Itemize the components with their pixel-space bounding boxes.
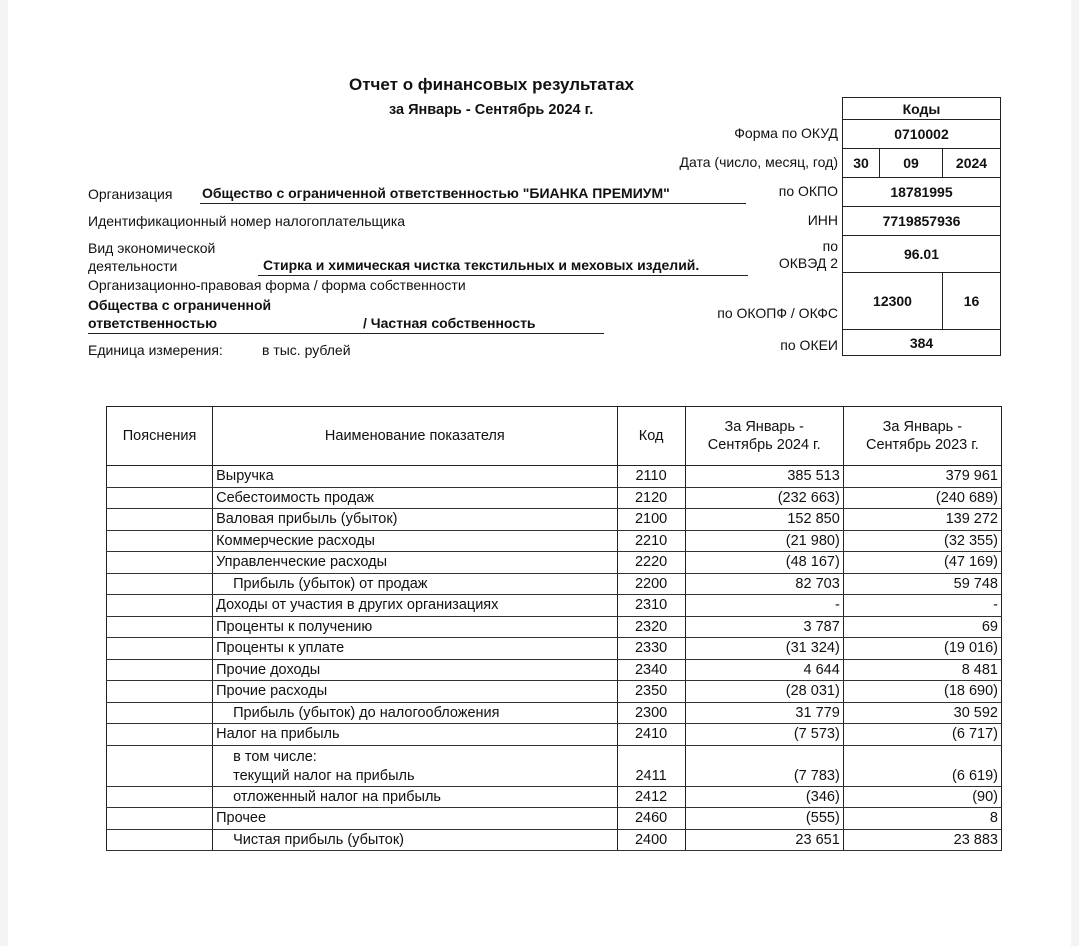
table-row <box>107 595 1002 617</box>
col-name: Наименование показателя <box>213 407 617 466</box>
table-row <box>107 702 1002 724</box>
row-subheading: в том числе: <box>233 748 317 765</box>
row-current: 82 703 <box>685 573 843 595</box>
row-name: Прочие расходы <box>213 681 617 703</box>
date-year: 2024 <box>943 149 1001 178</box>
col-current-line-2: Сентябрь 2024 г. <box>707 437 821 453</box>
activity-underline <box>258 275 748 276</box>
report-title: Отчет о финансовых результатах <box>349 75 634 94</box>
col-notes: Пояснения <box>107 407 213 466</box>
table-row <box>107 466 1002 488</box>
date-label: Дата (число, месяц, год) <box>679 154 838 170</box>
row-current: (7 783) <box>685 745 843 786</box>
row-previous: (18 690) <box>843 681 1001 703</box>
row-current: 4 644 <box>685 659 843 681</box>
row-code: 2340 <box>617 659 685 681</box>
okei-label: по ОКЕИ <box>780 337 838 353</box>
row-code: 2410 <box>617 724 685 746</box>
row-previous: 59 748 <box>843 573 1001 595</box>
table-row <box>107 808 1002 830</box>
activity-label-2: деятельности <box>88 258 178 274</box>
table-row <box>107 616 1002 638</box>
unit-label: Единица измерения: <box>88 342 223 358</box>
row-current: - <box>685 595 843 617</box>
row-current: (28 031) <box>685 681 843 703</box>
row-name: Проценты к получению <box>213 616 617 638</box>
date-day: 30 <box>843 149 880 178</box>
legal-form-label: Организационно-правовая форма / форма собственности <box>88 277 466 293</box>
row-current: (346) <box>685 786 843 808</box>
okved-label-2: ОКВЭД 2 <box>778 255 838 271</box>
row-code: 2330 <box>617 638 685 660</box>
row-current: (31 324) <box>685 638 843 660</box>
row-code: 2120 <box>617 487 685 509</box>
row-current: 152 850 <box>685 509 843 531</box>
row-current: (21 980) <box>685 530 843 552</box>
table-row <box>107 573 1002 595</box>
row-current: 31 779 <box>685 702 843 724</box>
row-name: Коммерческие расходы <box>213 530 617 552</box>
table-row <box>107 509 1002 531</box>
unit-value: в тыс. рублей <box>262 342 351 358</box>
row-code: 2460 <box>617 808 685 830</box>
row-name: Выручка <box>213 466 617 488</box>
okfs-value: 16 <box>943 273 1001 330</box>
row-code: 2110 <box>617 466 685 488</box>
activity-value: Стирка и химическая чистка текстильных и меховых изделий. <box>263 257 700 273</box>
document-page <box>8 0 1071 946</box>
table-row <box>107 829 1002 851</box>
okopf-value: 12300 <box>843 273 943 330</box>
row-name: Прибыль (убыток) до налогообложения <box>213 702 617 724</box>
col-current-line-1: За Январь - <box>724 419 804 435</box>
codes-header: Коды <box>843 98 1001 120</box>
financial-results-table <box>106 406 1002 851</box>
row-code: 2412 <box>617 786 685 808</box>
row-current: 3 787 <box>685 616 843 638</box>
legal-form-1: Общества с ограниченной <box>88 297 272 313</box>
org-label: Организация <box>88 186 173 202</box>
row-previous: (90) <box>843 786 1001 808</box>
col-code: Код <box>617 407 685 466</box>
row-previous: (6 717) <box>843 724 1001 746</box>
legal-form-underline <box>88 333 604 334</box>
row-name: Управленческие расходы <box>213 552 617 574</box>
row-name-text: текущий налог на прибыль <box>233 767 415 784</box>
date-month: 09 <box>880 149 943 178</box>
row-code: 2320 <box>617 616 685 638</box>
okved-label-1: по <box>822 238 838 254</box>
row-previous: 8 <box>843 808 1001 830</box>
row-previous: (32 355) <box>843 530 1001 552</box>
row-name: Себестоимость продаж <box>213 487 617 509</box>
ownership-value: / Частная собственность <box>363 315 536 331</box>
table-row <box>107 638 1002 660</box>
row-name: Проценты к уплате <box>213 638 617 660</box>
row-name: Прочие доходы <box>213 659 617 681</box>
row-code: 2350 <box>617 681 685 703</box>
row-name: Чистая прибыль (убыток) <box>213 829 617 851</box>
okpo-value: 18781995 <box>843 178 1001 207</box>
table-row <box>107 681 1002 703</box>
inn-code-label: ИНН <box>807 212 838 228</box>
row-code: 2411 <box>617 745 685 786</box>
okei-value: 384 <box>843 330 1001 356</box>
inn-value: 7719857936 <box>843 207 1001 236</box>
row-previous: 69 <box>843 616 1001 638</box>
row-name: Налог на прибыль <box>213 724 617 746</box>
row-name: Прибыль (убыток) от продаж <box>213 573 617 595</box>
activity-label-1: Вид экономической <box>88 240 216 256</box>
row-previous: 23 883 <box>843 829 1001 851</box>
okud-value: 0710002 <box>843 120 1001 149</box>
okopf-label: по ОКОПФ / ОКФС <box>717 305 838 321</box>
table-row <box>107 724 1002 746</box>
col-previous-line-1: За Январь - <box>882 419 963 435</box>
row-previous: - <box>843 595 1001 617</box>
table-row <box>107 786 1002 808</box>
row-previous: 8 481 <box>843 659 1001 681</box>
row-name: Доходы от участия в других организациях <box>213 595 617 617</box>
row-previous: 379 961 <box>843 466 1001 488</box>
row-current: 23 651 <box>685 829 843 851</box>
col-previous <box>843 407 1001 466</box>
row-name: отложенный налог на прибыль <box>213 786 617 808</box>
org-underline <box>200 203 746 204</box>
row-current: (555) <box>685 808 843 830</box>
row-previous: (6 619) <box>843 745 1001 786</box>
okpo-label: по ОКПО <box>778 183 838 199</box>
row-previous: 30 592 <box>843 702 1001 724</box>
col-current <box>685 407 843 466</box>
row-current: 385 513 <box>685 466 843 488</box>
col-previous-line-2: Сентябрь 2023 г. <box>865 437 979 453</box>
row-current: (232 663) <box>685 487 843 509</box>
codes-box <box>842 97 1001 356</box>
row-previous: 139 272 <box>843 509 1001 531</box>
row-name <box>213 745 617 786</box>
row-previous: (240 689) <box>843 487 1001 509</box>
okved-value: 96.01 <box>843 236 1001 273</box>
table-row <box>107 487 1002 509</box>
row-previous: (19 016) <box>843 638 1001 660</box>
table-row <box>107 745 1002 786</box>
row-code: 2220 <box>617 552 685 574</box>
row-code: 2100 <box>617 509 685 531</box>
report-period: за Январь - Сентябрь 2024 г. <box>389 102 594 118</box>
row-code: 2300 <box>617 702 685 724</box>
row-previous: (47 169) <box>843 552 1001 574</box>
row-code: 2310 <box>617 595 685 617</box>
legal-form-2: ответственностью <box>88 315 218 331</box>
table-row <box>107 530 1002 552</box>
table-row <box>107 552 1002 574</box>
table-row <box>107 659 1002 681</box>
org-name: Общество с ограниченной ответственностью "БИАНКА ПРЕМИУМ" <box>202 185 670 201</box>
row-current: (7 573) <box>685 724 843 746</box>
row-code: 2400 <box>617 829 685 851</box>
row-current: (48 167) <box>685 552 843 574</box>
inn-label: Идентификационный номер налогоплательщика <box>88 213 406 229</box>
row-code: 2210 <box>617 530 685 552</box>
okud-label: Форма по ОКУД <box>734 125 838 141</box>
row-name: Валовая прибыль (убыток) <box>213 509 617 531</box>
row-code: 2200 <box>617 573 685 595</box>
row-name: Прочее <box>213 808 617 830</box>
